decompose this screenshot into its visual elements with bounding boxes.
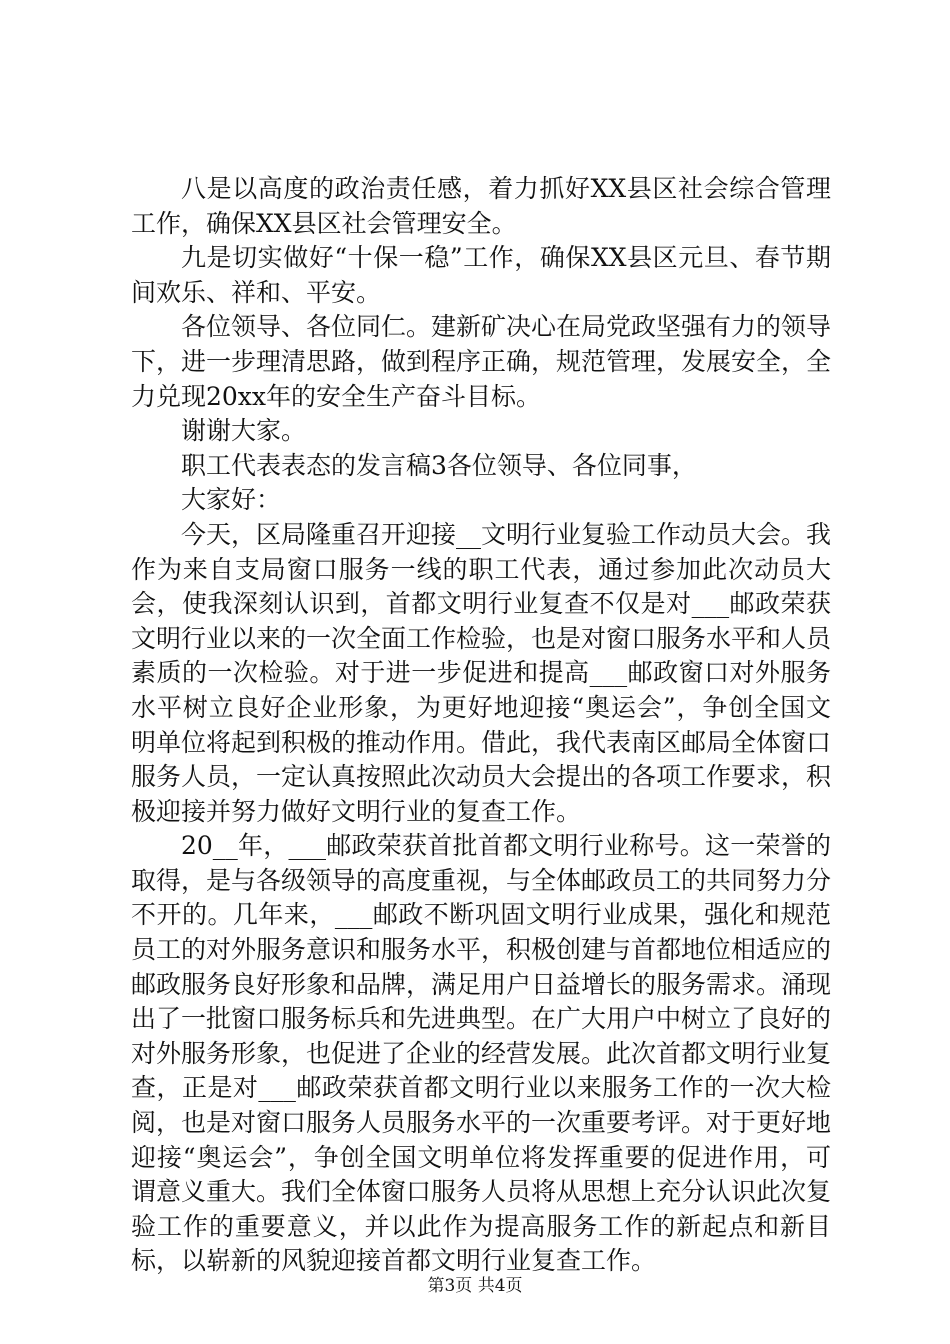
speech-paragraph-2: 20__年，___邮政荣获首批首都文明行业称号。这一荣誉的取得，是与各级领导的高度重视，与全体邮政员工的共同努力分不开的。几年来，___邮政不断巩固文明行业成果，强化和规范员工的对外服务意识和服务水平，积极创建与首都地位相适应的邮政服务良好形象和品牌，满足用户日益增长的服务需求。涌现出了一批窗口服务标兵和先进典型。在广大用户中树立了良好的对外服务形象，也促进了企业的经营发展。此次首都文明行业复查，正是对___邮政荣获首都文明行业以来服务工作的一次大检阅，也是对窗口服务人员服务水平的一次重要考评。对于更好地迎接“奥运会”，争创全国文明单位将发挥重要的促进作用，可谓意义重大。我们全体窗口服务人员将从思想上充分认识此次复验工作的重要意义，并以此作为提高服务工作的新起点和新目标，以崭新的风貌迎接首都文明行业复查工作。 bbox=[131, 831, 832, 1276]
document-body bbox=[131, 172, 831, 1279]
paragraph-closing-remarks: 各位领导、各位同仁。建新矿决心在局党政坚强有力的领导下，进一步理清思路，做到程序正确，规范管理，发展安全，全力兑现20xx年的安全生产奋斗目标。 bbox=[131, 312, 832, 411]
page-number-footer: 第3页 共4页 bbox=[427, 1276, 523, 1296]
speech-paragraph-1: 今天，区局隆重召开迎接__文明行业复验工作动员大会。我作为来自支局窗口服务一线的职工代表，通过参加此次动员大会，使我深刻认识到，首都文明行业复查不仅是对___邮政荣获文明行业以来的一次全面工作检验，也是对窗口服务水平和人员素质的一次检验。对于进一步促进和提高___邮政窗口对外服务水平树立良好企业形象，为更好地迎接“奥运会”，争创全国文明单位将起到积极的推动作用。借此，我代表南区邮局全体窗口服务人员，一定认真按照此次动员大会提出的各项工作要求，积极迎接并努力做好文明行业的复查工作。 bbox=[131, 519, 832, 826]
paragraph-item-8: 八是以高度的政治责任感，着力抓好XX县区社会综合管理工作，确保XX县区社会管理安全。 bbox=[131, 174, 831, 238]
paragraph-thanks: 谢谢大家。 bbox=[181, 416, 307, 446]
paragraph-item-9: 九是切实做好“十保一稳”工作，确保XX县区元旦、春节期间欢乐、祥和、平安。 bbox=[131, 243, 831, 307]
speech-greeting: 大家好： bbox=[181, 485, 282, 515]
speech-title: 职工代表表态的发言稿3各位领导、各位同事， bbox=[181, 450, 697, 480]
